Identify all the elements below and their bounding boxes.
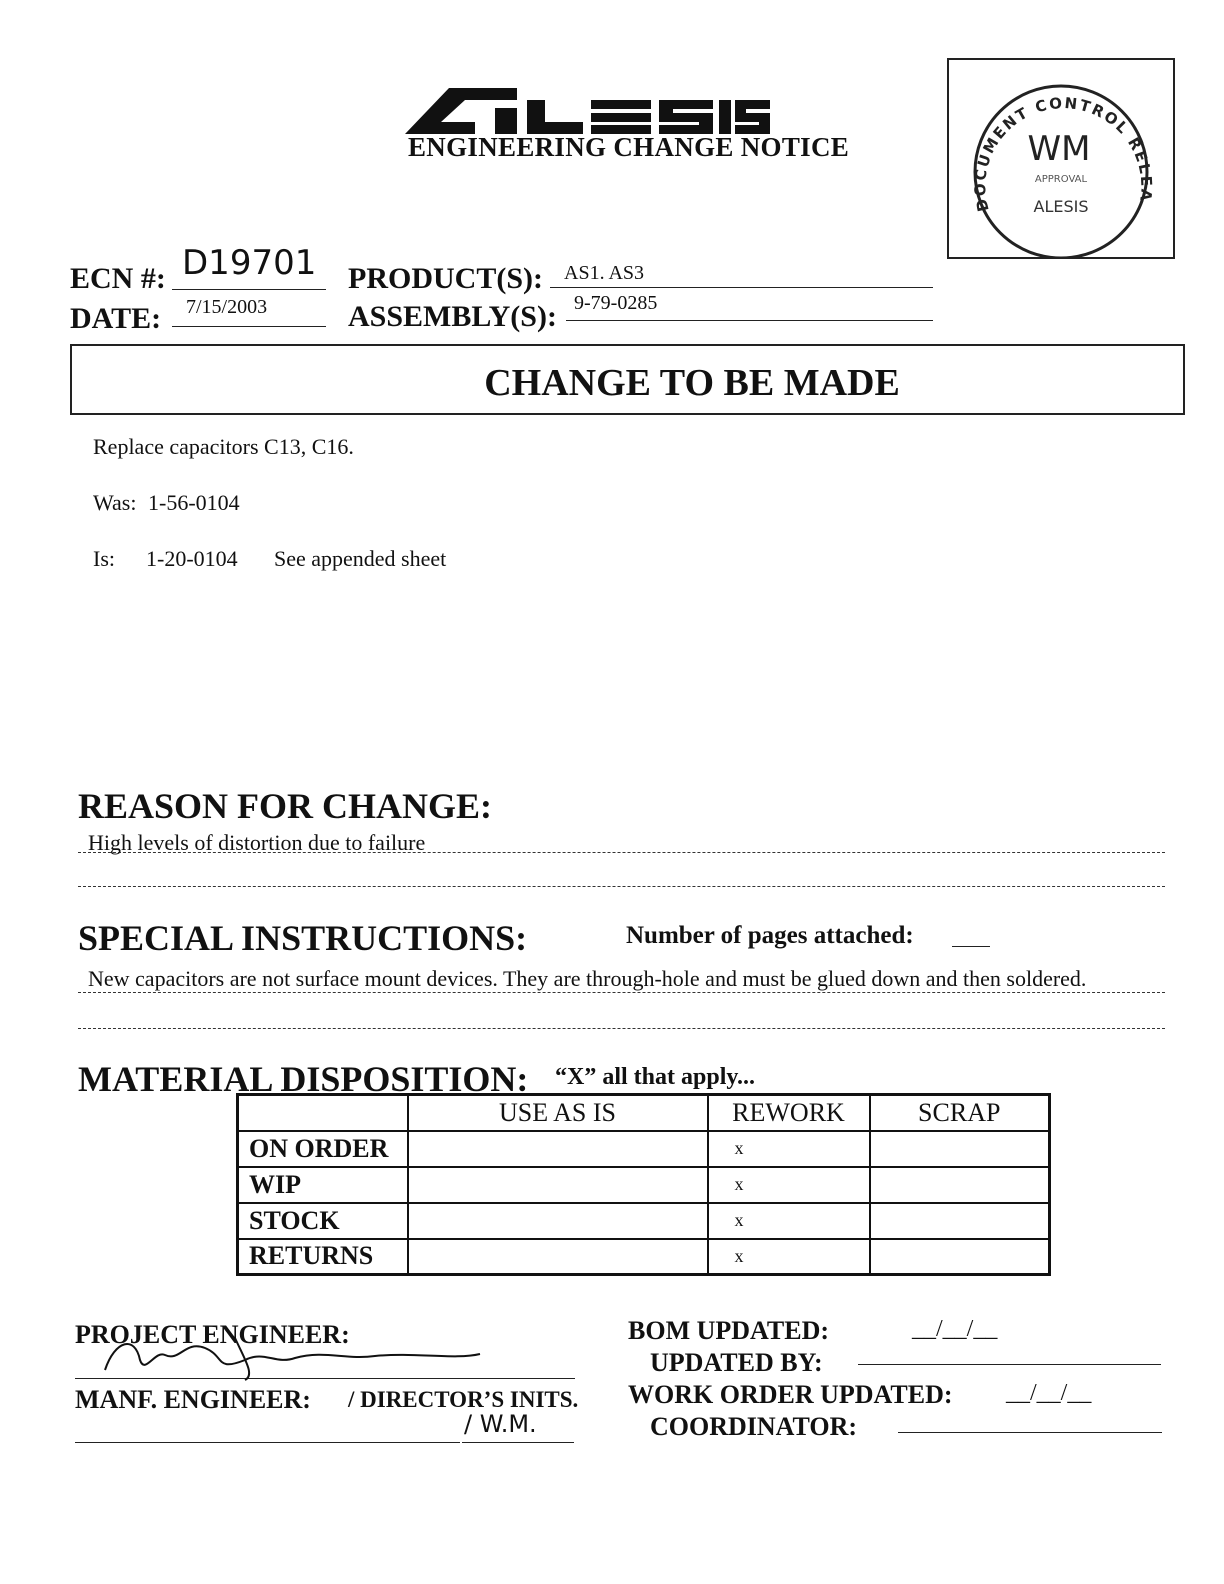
is-note: See appended sheet: [274, 546, 447, 571]
director-inits-label: / DIRECTOR’S INITS.: [348, 1387, 579, 1412]
special-text: New capacitors are not surface mount devices. They are through-hole and must be glued down and then soldered.: [88, 966, 1087, 991]
cell-returns-use-as-is[interactable]: [408, 1239, 708, 1275]
change-title: CHANGE TO BE MADE: [484, 362, 900, 404]
table-corner-cell: [238, 1095, 408, 1131]
stamp-company: ALESIS: [1033, 197, 1089, 216]
stamp-ring-text: DOCUMENT CONTROL RELEA: [971, 93, 1156, 214]
reason-line-1[interactable]: [78, 826, 1165, 853]
ecn-label: ECN #:: [70, 262, 166, 295]
table-row: [238, 1239, 1050, 1275]
stamp-sub-text: APPROVAL: [1034, 174, 1088, 185]
row-label-stock: STOCK: [238, 1203, 408, 1239]
pages-attached-field[interactable]: [952, 922, 990, 947]
coordinator-field[interactable]: [898, 1420, 1162, 1433]
cell-returns-rework[interactable]: x: [708, 1239, 870, 1275]
column-header-use-as-is: USE AS IS: [408, 1095, 708, 1131]
ecn-value: D19701: [182, 243, 317, 283]
table-header-row: [238, 1095, 1050, 1131]
director-inits-field[interactable]: [462, 1410, 574, 1443]
project-engineer-label: PROJECT ENGINEER:: [75, 1320, 350, 1349]
updated-by-label: UPDATED BY:: [650, 1348, 823, 1377]
ecn-field[interactable]: [172, 241, 326, 290]
date-value: 7/15/2003: [186, 296, 268, 318]
cell-on-order-scrap[interactable]: [870, 1131, 1050, 1167]
cell-on-order-rework[interactable]: x: [708, 1131, 870, 1167]
work-order-updated-label: WORK ORDER UPDATED:: [628, 1380, 953, 1409]
document-title: ENGINEERING CHANGE NOTICE: [408, 132, 850, 162]
reason-text: High levels of distortion due to failure: [88, 830, 426, 855]
cell-stock-scrap[interactable]: [870, 1203, 1050, 1239]
row-label-returns: RETURNS: [238, 1239, 408, 1275]
updated-by-field[interactable]: [858, 1350, 1161, 1365]
work-order-date-field[interactable]: __/__/__: [1006, 1380, 1092, 1406]
change-header-box: [70, 344, 1185, 415]
reason-line-2[interactable]: [78, 866, 1165, 887]
bom-updated-label: BOM UPDATED:: [628, 1316, 830, 1345]
was-label: Was:: [93, 490, 137, 515]
was-value: 1-56-0104: [148, 490, 240, 515]
column-header-rework: REWORK: [708, 1095, 870, 1131]
project-engineer-signature-field[interactable]: [75, 1348, 575, 1379]
manf-engineer-label: MANF. ENGINEER:: [75, 1385, 311, 1414]
products-value: AS1. AS3: [564, 262, 645, 284]
disposition-hint: “X” all that apply...: [555, 1064, 756, 1090]
reason-title: REASON FOR CHANGE:: [78, 786, 493, 826]
special-line-1[interactable]: [78, 966, 1165, 993]
special-title: SPECIAL INSTRUCTIONS:: [78, 918, 528, 958]
row-label-on-order: ON ORDER: [238, 1131, 408, 1167]
cell-wip-rework[interactable]: x: [708, 1167, 870, 1203]
is-label: Is:: [93, 546, 115, 571]
change-line-1: Replace capacitors C13, C16.: [93, 434, 354, 459]
cell-wip-scrap[interactable]: [870, 1167, 1050, 1203]
disposition-table: [236, 1093, 1051, 1276]
stamp-initials: WM: [1027, 129, 1091, 169]
stamp-seal-icon: [949, 60, 1173, 257]
cell-stock-rework[interactable]: x: [708, 1203, 870, 1239]
alesis-logo: [405, 82, 770, 138]
document-control-stamp: [947, 58, 1175, 259]
products-label: PRODUCT(S):: [348, 262, 543, 295]
cell-wip-use-as-is[interactable]: [408, 1167, 708, 1203]
assembly-field[interactable]: [566, 292, 933, 321]
assembly-label: ASSEMBLY(S):: [348, 300, 557, 333]
coordinator-label: COORDINATOR:: [650, 1412, 858, 1441]
disposition-title: MATERIAL DISPOSITION:: [78, 1059, 529, 1099]
date-label: DATE:: [70, 302, 162, 335]
is-value: 1-20-0104: [146, 546, 238, 571]
signature-scribble-icon: [95, 1330, 535, 1382]
column-header-scrap: SCRAP: [870, 1095, 1050, 1131]
cell-returns-scrap[interactable]: [870, 1239, 1050, 1275]
date-field[interactable]: [172, 294, 326, 327]
products-field[interactable]: [550, 262, 933, 288]
bom-updated-date-field[interactable]: __/__/__: [912, 1316, 998, 1342]
pages-attached-label: Number of pages attached:: [626, 922, 914, 949]
cell-stock-use-as-is[interactable]: [408, 1203, 708, 1239]
special-line-2[interactable]: [78, 1008, 1165, 1029]
table-row: [238, 1167, 1050, 1203]
row-label-wip: WIP: [238, 1167, 408, 1203]
manf-engineer-field[interactable]: [75, 1420, 460, 1443]
table-row: [238, 1203, 1050, 1239]
table-row: [238, 1131, 1050, 1167]
director-inits-value: / W.M.: [464, 1410, 537, 1438]
cell-on-order-use-as-is[interactable]: [408, 1131, 708, 1167]
assembly-value: 9-79-0285: [574, 292, 658, 314]
